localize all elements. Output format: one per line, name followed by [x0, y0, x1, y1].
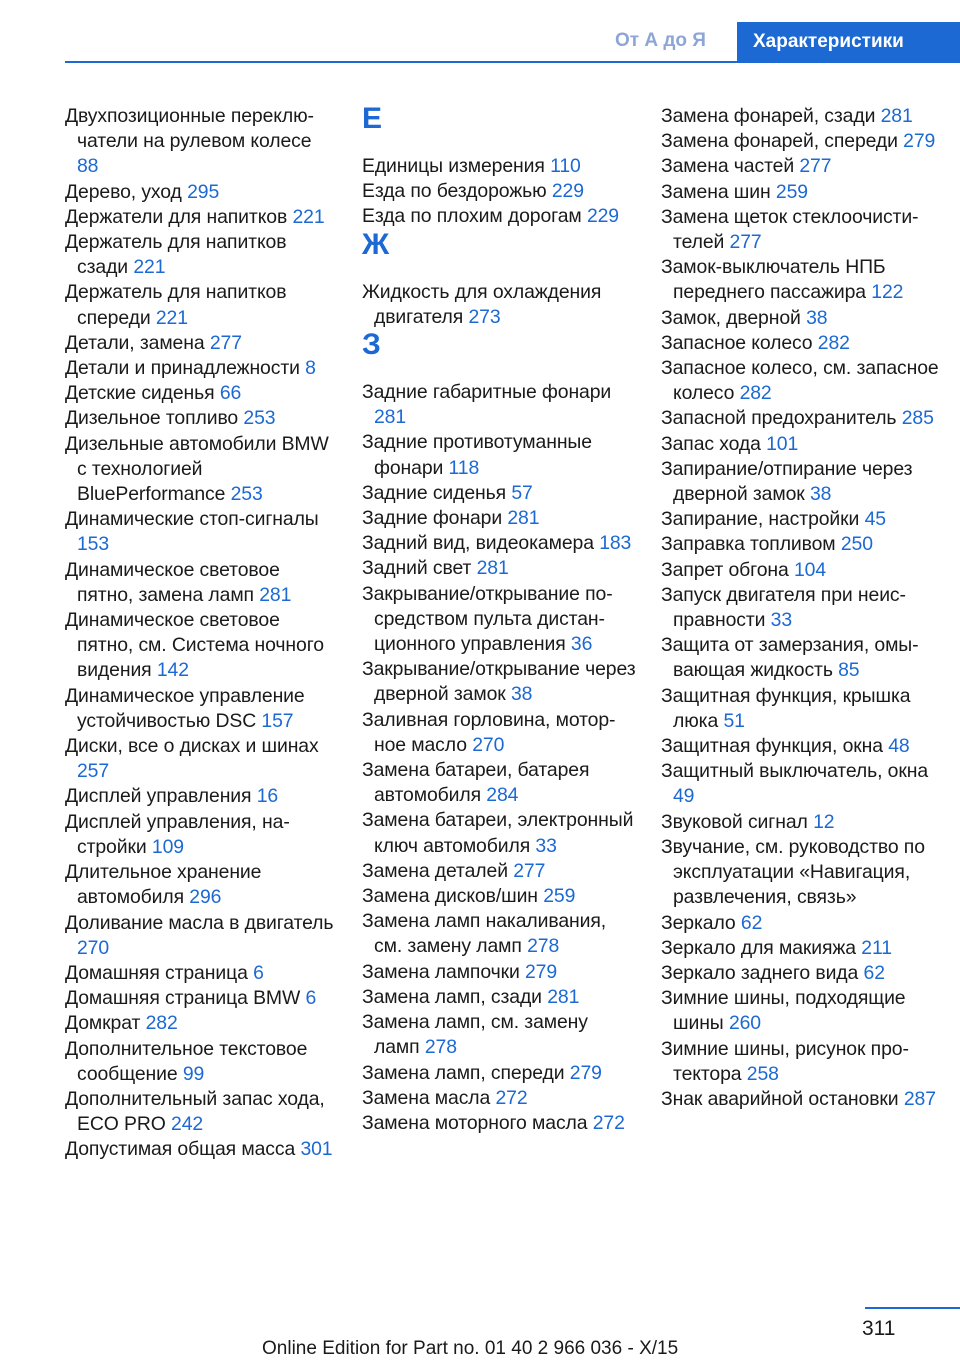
index-page-link[interactable]: 104	[794, 558, 827, 581]
index-entry-text: Дисплей управления	[65, 785, 252, 808]
index-entry	[362, 280, 637, 330]
index-page-link[interactable]: 250	[840, 533, 873, 556]
index-entry-text: Детали и принадлежности	[65, 357, 300, 380]
index-page-link[interactable]: 259	[543, 885, 576, 908]
index-page-link[interactable]: 277	[513, 859, 546, 882]
index-page-link[interactable]: 109	[151, 835, 184, 858]
index-page-link[interactable]: 279	[569, 1061, 602, 1084]
index-entry-text: Заправка топливом	[661, 533, 836, 556]
index-entry	[362, 884, 637, 909]
index-page-link[interactable]: 282	[145, 1012, 178, 1035]
page-number: 311	[862, 1317, 896, 1340]
index-entry-text: Задний вид, видеокамера	[362, 532, 594, 555]
index-entry-text: Звучание, см. руководство по эксплуатации «Навигация, развлечения, связь»	[661, 835, 925, 909]
index-entry-text: Двухпозиционные переключатели на рулевом колесе	[65, 105, 315, 153]
index-entry-text: Замена фонарей, сзади	[661, 105, 876, 127]
index-page-link[interactable]: 258	[746, 1062, 779, 1085]
index-entry	[65, 784, 335, 809]
index-entry-text: Замена ламп накаливания, см. замену ламп	[362, 910, 607, 958]
index-page-link[interactable]: 229	[551, 180, 584, 203]
index-entry	[661, 1037, 951, 1087]
index-page-link[interactable]: 16	[256, 785, 279, 808]
index-entry	[661, 986, 951, 1036]
index-entry	[362, 657, 637, 707]
index-entry	[362, 758, 637, 808]
index-entry-text: Динамическое световое пятно, см. Система ночного видения	[65, 609, 324, 682]
index-page-link[interactable]: 221	[292, 205, 325, 228]
index-entry-text: Замена масла	[362, 1086, 491, 1109]
index-entry	[661, 129, 951, 154]
index-entry-text: Замена деталей	[362, 859, 508, 882]
index-page-link[interactable]: 281	[476, 557, 509, 580]
index-entry-text: Дизельное топливо	[65, 407, 239, 430]
index-entry	[362, 708, 637, 758]
index-page-link[interactable]: 259	[775, 180, 808, 203]
index-entry	[661, 911, 951, 936]
index-entry-text: Допустимая общая масса	[65, 1138, 296, 1161]
footer-divider	[865, 1307, 960, 1309]
index-entry-text: Зеркало для макияжа	[661, 936, 856, 959]
index-page-link[interactable]: 51	[723, 709, 745, 732]
index-page-link[interactable]: 8	[305, 357, 316, 380]
index-page-link[interactable]: 157	[261, 709, 294, 732]
index-page-link[interactable]: 272	[592, 1111, 625, 1134]
index-entry-text: Единицы измерения	[362, 155, 545, 177]
index-entry	[661, 835, 951, 911]
index-entry-text: Замена батареи, электронный ключ автомобиля	[362, 809, 634, 857]
index-entry	[362, 506, 637, 531]
breadcrumb-active-tab[interactable]: Характеристики	[737, 22, 960, 62]
index-page-link[interactable]: 49	[673, 785, 695, 808]
index-page-link[interactable]: 118	[448, 456, 480, 479]
index-entry-text: Длительное хранение автомобиля	[65, 861, 262, 909]
index-page-link[interactable]: 62	[863, 961, 885, 984]
index-entry	[362, 1061, 637, 1086]
index-entry-text: Дополнительное текстовое сообщение	[65, 1037, 308, 1085]
index-page-link[interactable]: 282	[817, 331, 850, 354]
index-entry-text: Замена лампочки	[362, 960, 520, 983]
index-page-link[interactable]: 12	[813, 810, 835, 833]
index-entry-text: Задние фонари	[362, 507, 503, 530]
index-entry	[362, 154, 637, 179]
index-entry	[661, 457, 951, 507]
index-entry-text: Запасное колесо	[661, 331, 813, 354]
index-entry-text: Детали, замена	[65, 331, 205, 354]
index-page-link[interactable]: 122	[871, 281, 904, 304]
index-page-link[interactable]: 38	[809, 483, 832, 506]
index-entry-text: Задние габаритные фонари	[362, 381, 612, 404]
index-column-1	[65, 104, 335, 1163]
index-entry-text: Зеркало заднего вида	[661, 961, 859, 984]
index-entry	[661, 331, 951, 356]
index-entry-text: Езда по плохим дорогам	[362, 205, 582, 228]
index-entry	[362, 582, 637, 658]
index-page-link[interactable]: 301	[300, 1138, 333, 1161]
index-entry-text: Домашняя страница	[65, 961, 248, 984]
index-entry	[65, 558, 335, 608]
index-page-link[interactable]: 278	[424, 1036, 457, 1059]
index-entry	[65, 507, 335, 557]
index-page-link[interactable]: 101	[766, 432, 799, 455]
index-entry	[661, 1087, 951, 1112]
index-page-link[interactable]: 285	[901, 407, 934, 430]
index-page-link[interactable]: 36	[570, 633, 593, 656]
index-page-link[interactable]: 278	[527, 935, 560, 958]
index-entry	[65, 356, 335, 381]
index-page-link[interactable]: 270	[472, 733, 505, 756]
index-entry	[362, 985, 637, 1010]
index-entry-text: Защитный выключатель, окна	[661, 760, 929, 783]
index-entry	[362, 1111, 637, 1136]
index-page-link[interactable]: 38	[510, 683, 533, 706]
index-entry-text: Зимние шины, рисунок протектора	[661, 1037, 909, 1085]
index-page-link[interactable]: 272	[495, 1086, 528, 1109]
index-entry	[65, 381, 335, 406]
index-entry	[65, 1037, 335, 1087]
index-entry-text: Запирание, настройки	[661, 508, 860, 531]
index-page-link[interactable]: 260	[728, 1012, 761, 1035]
index-entry	[362, 1010, 637, 1060]
index-page-link[interactable]: 211	[861, 936, 892, 959]
index-entry	[362, 1086, 637, 1111]
index-entry-text: Закрывание/открывание посредством пульта дистанционного управления	[362, 582, 613, 656]
index-entry-text: Дерево, уход	[65, 180, 182, 203]
index-page-link[interactable]: 281	[507, 507, 540, 530]
index-entry	[362, 380, 637, 430]
index-page-link[interactable]: 38	[806, 306, 828, 329]
index-entry	[362, 808, 637, 858]
index-entry-text: Замена ламп, спереди	[362, 1061, 565, 1084]
index-entry-text: Дополнительный запас хода, ECO PRO	[65, 1087, 325, 1136]
index-entry	[661, 154, 951, 179]
index-entry	[661, 759, 951, 809]
index-entry-text: Динамические стоп-сигналы	[65, 508, 319, 531]
index-entry-text: Задние сиденья	[362, 481, 507, 504]
index-entry-text: Запирание/отпирание через дверной замок	[661, 457, 913, 506]
index-page-link[interactable]: 281	[374, 406, 407, 429]
index-entry	[362, 481, 637, 506]
index-entry	[661, 205, 951, 255]
index-entry-text: Дизельные автомобили BMW с технологией BluePerformance	[65, 432, 329, 506]
index-entry-text: Домкрат	[65, 1012, 141, 1035]
index-entry	[65, 986, 335, 1011]
index-entry-text: Дисплей управления, настройки	[65, 810, 290, 858]
index-entry	[362, 531, 637, 556]
index-entry	[661, 936, 951, 961]
index-entry	[362, 204, 637, 229]
index-entry-text: Динамическое световое пятно, замена ламп	[65, 558, 280, 606]
index-entry	[661, 633, 951, 683]
index-entry	[362, 179, 637, 204]
index-entry	[65, 608, 335, 684]
index-entry-text: Запасной предохранитель	[661, 407, 897, 430]
index-entry-text: Зимние шины, подходящие шины	[661, 987, 906, 1035]
index-entry	[661, 961, 951, 986]
index-page-link[interactable]: 33	[770, 609, 793, 632]
index-entry-text: Замена ламп, сзади	[362, 985, 542, 1008]
index-page-link[interactable]: 57	[511, 481, 533, 504]
index-page-link[interactable]: 66	[219, 382, 242, 405]
index-page-link[interactable]: 33	[535, 834, 557, 857]
index-entry	[65, 230, 335, 280]
index-page-link[interactable]: 153	[77, 533, 110, 556]
index-entry	[65, 860, 335, 910]
index-entry	[362, 430, 637, 480]
index-entry-text: Держатели для напитков	[65, 205, 288, 228]
index-entry	[661, 356, 951, 406]
index-entry	[661, 734, 951, 759]
header-bar	[0, 22, 960, 62]
index-page-link[interactable]: 229	[586, 205, 619, 228]
index-section-letter: З	[362, 328, 381, 362]
edition-footer: Online Edition for Part no. 01 40 2 966 036 - X/15	[262, 1338, 679, 1359]
index-page-link[interactable]: 48	[888, 735, 910, 758]
index-page-link[interactable]: 282	[739, 382, 772, 405]
index-entry-text: Замена ламп, см. замену ламп	[362, 1011, 588, 1059]
index-entry	[65, 1011, 335, 1036]
index-entry-text: Замена дисков/шин	[362, 885, 538, 908]
index-entry-text: Запас хода	[661, 432, 761, 455]
index-section-letter: Е	[362, 102, 383, 135]
index-page-link[interactable]: 110	[550, 155, 581, 177]
index-page-link[interactable]: 88	[77, 155, 99, 178]
index-page-link[interactable]: 287	[903, 1087, 936, 1110]
index-page-link[interactable]: 273	[468, 305, 501, 328]
index-entry	[661, 306, 951, 331]
index-entry	[362, 556, 637, 581]
index-entry-text: Замена моторного масла	[362, 1111, 588, 1134]
index-page-link[interactable]: 221	[155, 306, 188, 329]
index-page-link[interactable]: 6	[305, 987, 317, 1010]
index-page-link[interactable]: 277	[729, 231, 762, 254]
index-entry-text: Задние противотуманные фонари	[362, 431, 592, 479]
index-entry-text: Замена шин	[661, 180, 771, 203]
index-entry	[65, 205, 335, 230]
header-divider	[65, 61, 960, 63]
index-page-link[interactable]: 281	[547, 985, 580, 1008]
index-entry	[362, 859, 637, 884]
index-entry	[65, 911, 335, 961]
index-page-link[interactable]: 253	[230, 483, 263, 506]
index-page-link[interactable]: 277	[209, 331, 242, 354]
index-page-link[interactable]: 281	[880, 105, 913, 127]
index-entry-text: Жидкость для охлаждения двигателя	[362, 280, 602, 328]
index-page-link[interactable]: 279	[903, 130, 936, 153]
index-page-link[interactable]: 284	[486, 784, 519, 807]
index-page-link[interactable]: 6	[253, 961, 264, 984]
index-page-link[interactable]: 281	[259, 583, 292, 606]
index-entry-text: Замена щеток стеклоочистителей	[661, 205, 919, 254]
index-entry-text: Заливная горловина, моторное масло	[362, 708, 616, 756]
index-entry-text: Динамическое управление устойчивостью DSC	[65, 684, 305, 732]
index-entry	[661, 810, 951, 835]
index-page-link[interactable]: 296	[189, 886, 222, 909]
index-entry	[661, 104, 951, 129]
breadcrumb-prev[interactable]: От А до Я	[615, 30, 706, 51]
index-entry-text: Замок, дверной	[661, 306, 801, 329]
index-entry	[65, 104, 335, 180]
index-page-link[interactable]: 279	[525, 960, 558, 983]
index-entry	[65, 432, 335, 508]
index-entry-text: Закрывание/открывание через дверной замок	[362, 658, 636, 706]
index-entry-text: Замена частей	[661, 155, 795, 178]
index-entry	[362, 960, 637, 985]
index-entry	[65, 734, 335, 784]
index-entry	[661, 507, 951, 532]
index-page-link[interactable]: 221	[133, 256, 166, 279]
index-page-link[interactable]: 270	[77, 936, 110, 959]
index-entry	[661, 432, 951, 457]
index-entry-text: Замена фонарей, спереди	[661, 130, 898, 153]
index-page-link[interactable]: 183	[599, 532, 632, 555]
index-entry	[661, 406, 951, 431]
index-page-link[interactable]: 45	[864, 508, 886, 531]
index-entry	[661, 583, 951, 633]
index-page-link[interactable]: 85	[838, 659, 860, 682]
index-page-link[interactable]: 99	[182, 1062, 205, 1085]
index-page-link[interactable]: 253	[243, 407, 276, 430]
index-entry	[65, 331, 335, 356]
index-page-link[interactable]: 295	[187, 180, 220, 203]
index-entry-text: Задний свет	[362, 557, 472, 580]
index-entry	[65, 1137, 335, 1162]
index-entry-text: Держатель для напитков сзади	[65, 231, 287, 279]
index-column-3	[661, 104, 951, 1112]
index-entry-text: Домашняя страница BMW	[65, 987, 301, 1010]
index-entry-text: Защитная функция, крышка люка	[661, 684, 911, 732]
index-entry	[362, 909, 637, 959]
index-section-letter: Ж	[362, 227, 390, 261]
index-entry-text: Защита от замерзания, омывающая жидкость	[661, 634, 919, 682]
index-entry	[661, 684, 951, 734]
index-entry	[65, 280, 335, 330]
index-entry-text: Звуковой сигнал	[661, 810, 808, 833]
index-page-link[interactable]: 62	[740, 911, 763, 934]
index-entry-text: Детские сиденья	[65, 382, 215, 405]
index-entry-text: Запасное колесо, см. запасное колесо	[661, 357, 939, 405]
index-page-link[interactable]: 142	[156, 659, 189, 682]
index-column-2	[362, 104, 637, 1136]
index-page-link[interactable]: 242	[171, 1113, 204, 1136]
index-entry-text: Держатель для напитков спереди	[65, 281, 287, 329]
index-entry-text: Защитная функция, окна	[661, 735, 883, 758]
index-entry	[65, 961, 335, 986]
index-entry-text: Зеркало	[661, 911, 736, 934]
index-entry	[661, 558, 951, 583]
index-entry	[661, 180, 951, 205]
index-page-link[interactable]: 277	[799, 155, 832, 178]
index-entry	[661, 255, 951, 305]
index-entry-text: Диски, все о дисках и шинах	[65, 735, 319, 758]
index-entry	[661, 532, 951, 557]
index-entry	[65, 684, 335, 734]
index-entry-text: Замок-выключатель НПБ переднего пассажира	[661, 256, 886, 304]
index-entry-text: Езда по бездорожью	[362, 180, 547, 203]
index-entry	[65, 1087, 335, 1137]
index-entry	[65, 406, 335, 431]
index-entry	[65, 180, 335, 205]
index-page-link[interactable]: 257	[77, 760, 110, 783]
index-entry	[65, 810, 335, 860]
index-entry-text: Знак аварийной остановки	[661, 1087, 899, 1110]
index-entry-text: Замена батареи, батарея автомобиля	[362, 759, 590, 807]
index-entry-text: Доливание масла в двигатель	[65, 911, 334, 934]
index-entry-text: Запуск двигателя при неисправности	[661, 583, 906, 632]
index-entry-text: Запрет обгона	[661, 558, 789, 581]
